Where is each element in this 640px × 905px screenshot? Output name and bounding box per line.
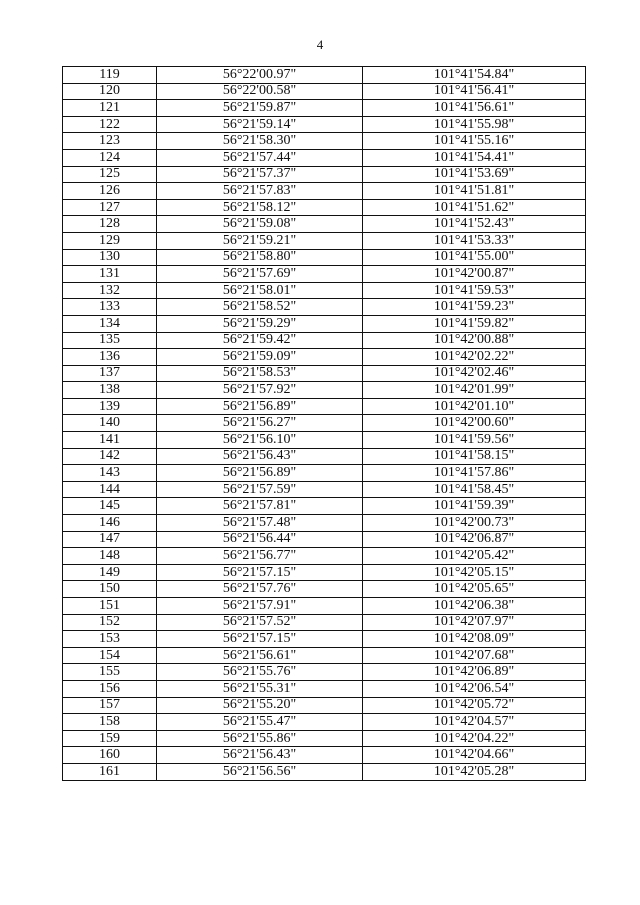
- latitude-cell: 56°21'59.87": [157, 100, 363, 117]
- table-row: [63, 199, 586, 216]
- point-number-cell: 139: [63, 398, 157, 415]
- longitude-cell: 101°41'51.81": [363, 183, 586, 200]
- longitude-cell: 101°41'56.41": [363, 83, 586, 100]
- longitude-cell: 101°42'05.28": [363, 763, 586, 780]
- table-row: [63, 697, 586, 714]
- longitude-cell: 101°42'05.15": [363, 564, 586, 581]
- longitude-cell: 101°41'58.15": [363, 448, 586, 465]
- latitude-cell: 56°21'59.08": [157, 216, 363, 233]
- point-number-cell: 160: [63, 747, 157, 764]
- latitude-cell: 56°21'56.43": [157, 448, 363, 465]
- point-number-cell: 130: [63, 249, 157, 266]
- longitude-cell: 101°41'56.61": [363, 100, 586, 117]
- point-number-cell: 128: [63, 216, 157, 233]
- point-number-cell: 124: [63, 149, 157, 166]
- table-row: [63, 116, 586, 133]
- table-row: [63, 548, 586, 565]
- longitude-cell: 101°42'05.65": [363, 581, 586, 598]
- longitude-cell: 101°41'59.39": [363, 498, 586, 515]
- longitude-cell: 101°41'58.45": [363, 481, 586, 498]
- table-row: [63, 415, 586, 432]
- point-number-cell: 134: [63, 315, 157, 332]
- point-number-cell: 151: [63, 598, 157, 615]
- table-row: [63, 714, 586, 731]
- table-row: [63, 232, 586, 249]
- table-row: [63, 249, 586, 266]
- longitude-cell: 101°41'55.98": [363, 116, 586, 133]
- latitude-cell: 56°21'59.21": [157, 232, 363, 249]
- point-number-cell: 144: [63, 481, 157, 498]
- point-number-cell: 145: [63, 498, 157, 515]
- table-row: [63, 631, 586, 648]
- table-row: [63, 133, 586, 150]
- latitude-cell: 56°21'56.44": [157, 531, 363, 548]
- latitude-cell: 56°21'58.52": [157, 299, 363, 316]
- longitude-cell: 101°42'02.46": [363, 365, 586, 382]
- longitude-cell: 101°41'52.43": [363, 216, 586, 233]
- latitude-cell: 56°22'00.97": [157, 67, 363, 84]
- page-number: 4: [316, 37, 324, 52]
- longitude-cell: 101°42'05.42": [363, 548, 586, 565]
- latitude-cell: 56°21'57.52": [157, 614, 363, 631]
- point-number-cell: 153: [63, 631, 157, 648]
- latitude-cell: 56°21'55.31": [157, 680, 363, 697]
- table-row: [63, 598, 586, 615]
- point-number-cell: 129: [63, 232, 157, 249]
- coordinates-table: [62, 66, 586, 781]
- table-row: [63, 183, 586, 200]
- latitude-cell: 56°21'57.92": [157, 382, 363, 399]
- point-number-cell: 131: [63, 266, 157, 283]
- longitude-cell: 101°42'04.57": [363, 714, 586, 731]
- longitude-cell: 101°42'02.22": [363, 349, 586, 366]
- latitude-cell: 56°21'58.53": [157, 365, 363, 382]
- point-number-cell: 154: [63, 647, 157, 664]
- latitude-cell: 56°21'56.56": [157, 763, 363, 780]
- point-number-cell: 142: [63, 448, 157, 465]
- table-row: [63, 266, 586, 283]
- point-number-cell: 157: [63, 697, 157, 714]
- longitude-cell: 101°42'01.99": [363, 382, 586, 399]
- table-row: [63, 332, 586, 349]
- latitude-cell: 56°21'55.47": [157, 714, 363, 731]
- longitude-cell: 101°41'59.56": [363, 432, 586, 449]
- table-row: [63, 581, 586, 598]
- table-row: [63, 448, 586, 465]
- point-number-cell: 121: [63, 100, 157, 117]
- table-row: [63, 83, 586, 100]
- table-row: [63, 730, 586, 747]
- table-row: [63, 465, 586, 482]
- latitude-cell: 56°21'58.80": [157, 249, 363, 266]
- table-row: [63, 67, 586, 84]
- longitude-cell: 101°42'00.73": [363, 515, 586, 532]
- latitude-cell: 56°21'56.89": [157, 465, 363, 482]
- latitude-cell: 56°21'56.10": [157, 432, 363, 449]
- longitude-cell: 101°41'57.86": [363, 465, 586, 482]
- longitude-cell: 101°42'01.10": [363, 398, 586, 415]
- table-row: [63, 481, 586, 498]
- latitude-cell: 56°21'57.76": [157, 581, 363, 598]
- latitude-cell: 56°22'00.58": [157, 83, 363, 100]
- longitude-cell: 101°42'06.89": [363, 664, 586, 681]
- longitude-cell: 101°42'00.88": [363, 332, 586, 349]
- point-number-cell: 125: [63, 166, 157, 183]
- point-number-cell: 149: [63, 564, 157, 581]
- latitude-cell: 56°21'57.59": [157, 481, 363, 498]
- point-number-cell: 140: [63, 415, 157, 432]
- latitude-cell: 56°21'56.27": [157, 415, 363, 432]
- point-number-cell: 150: [63, 581, 157, 598]
- point-number-cell: 119: [63, 67, 157, 84]
- latitude-cell: 56°21'59.14": [157, 116, 363, 133]
- latitude-cell: 56°21'57.91": [157, 598, 363, 615]
- latitude-cell: 56°21'59.09": [157, 349, 363, 366]
- point-number-cell: 152: [63, 614, 157, 631]
- latitude-cell: 56°21'56.43": [157, 747, 363, 764]
- longitude-cell: 101°42'00.60": [363, 415, 586, 432]
- longitude-cell: 101°41'59.53": [363, 282, 586, 299]
- latitude-cell: 56°21'56.61": [157, 647, 363, 664]
- latitude-cell: 56°21'57.44": [157, 149, 363, 166]
- longitude-cell: 101°41'59.82": [363, 315, 586, 332]
- point-number-cell: 133: [63, 299, 157, 316]
- point-number-cell: 161: [63, 763, 157, 780]
- longitude-cell: 101°41'54.84": [363, 67, 586, 84]
- latitude-cell: 56°21'58.01": [157, 282, 363, 299]
- point-number-cell: 126: [63, 183, 157, 200]
- point-number-cell: 123: [63, 133, 157, 150]
- point-number-cell: 127: [63, 199, 157, 216]
- latitude-cell: 56°21'58.30": [157, 133, 363, 150]
- longitude-cell: 101°41'53.33": [363, 232, 586, 249]
- table-row: [63, 100, 586, 117]
- latitude-cell: 56°21'57.15": [157, 631, 363, 648]
- point-number-cell: 138: [63, 382, 157, 399]
- table-row: [63, 763, 586, 780]
- table-row: [63, 166, 586, 183]
- longitude-cell: 101°42'05.72": [363, 697, 586, 714]
- point-number-cell: 135: [63, 332, 157, 349]
- longitude-cell: 101°41'55.16": [363, 133, 586, 150]
- longitude-cell: 101°42'00.87": [363, 266, 586, 283]
- point-number-cell: 147: [63, 531, 157, 548]
- longitude-cell: 101°41'59.23": [363, 299, 586, 316]
- point-number-cell: 155: [63, 664, 157, 681]
- latitude-cell: 56°21'57.48": [157, 515, 363, 532]
- latitude-cell: 56°21'59.29": [157, 315, 363, 332]
- point-number-cell: 143: [63, 465, 157, 482]
- table-row: [63, 216, 586, 233]
- table-row: [63, 282, 586, 299]
- point-number-cell: 136: [63, 349, 157, 366]
- point-number-cell: 159: [63, 730, 157, 747]
- latitude-cell: 56°21'55.76": [157, 664, 363, 681]
- table-row: [63, 432, 586, 449]
- latitude-cell: 56°21'57.69": [157, 266, 363, 283]
- table-row: [63, 564, 586, 581]
- coordinates-table-body: [63, 67, 586, 781]
- longitude-cell: 101°42'08.09": [363, 631, 586, 648]
- latitude-cell: 56°21'55.20": [157, 697, 363, 714]
- latitude-cell: 56°21'56.77": [157, 548, 363, 565]
- longitude-cell: 101°41'55.00": [363, 249, 586, 266]
- point-number-cell: 132: [63, 282, 157, 299]
- latitude-cell: 56°21'58.12": [157, 199, 363, 216]
- latitude-cell: 56°21'57.37": [157, 166, 363, 183]
- longitude-cell: 101°41'54.41": [363, 149, 586, 166]
- table-row: [63, 349, 586, 366]
- table-row: [63, 149, 586, 166]
- table-row: [63, 382, 586, 399]
- latitude-cell: 56°21'57.15": [157, 564, 363, 581]
- table-row: [63, 515, 586, 532]
- latitude-cell: 56°21'59.42": [157, 332, 363, 349]
- table-row: [63, 747, 586, 764]
- table-row: [63, 498, 586, 515]
- point-number-cell: 158: [63, 714, 157, 731]
- longitude-cell: 101°41'53.69": [363, 166, 586, 183]
- table-row: [63, 680, 586, 697]
- point-number-cell: 156: [63, 680, 157, 697]
- point-number-cell: 120: [63, 83, 157, 100]
- point-number-cell: 137: [63, 365, 157, 382]
- point-number-cell: 148: [63, 548, 157, 565]
- longitude-cell: 101°42'04.22": [363, 730, 586, 747]
- table-row: [63, 664, 586, 681]
- longitude-cell: 101°42'06.87": [363, 531, 586, 548]
- point-number-cell: 141: [63, 432, 157, 449]
- latitude-cell: 56°21'55.86": [157, 730, 363, 747]
- latitude-cell: 56°21'57.83": [157, 183, 363, 200]
- table-row: [63, 365, 586, 382]
- longitude-cell: 101°42'07.97": [363, 614, 586, 631]
- table-row: [63, 299, 586, 316]
- table-row: [63, 647, 586, 664]
- table-row: [63, 531, 586, 548]
- longitude-cell: 101°41'51.62": [363, 199, 586, 216]
- longitude-cell: 101°42'07.68": [363, 647, 586, 664]
- longitude-cell: 101°42'04.66": [363, 747, 586, 764]
- table-row: [63, 398, 586, 415]
- point-number-cell: 122: [63, 116, 157, 133]
- point-number-cell: 146: [63, 515, 157, 532]
- table-row: [63, 315, 586, 332]
- latitude-cell: 56°21'56.89": [157, 398, 363, 415]
- table-row: [63, 614, 586, 631]
- latitude-cell: 56°21'57.81": [157, 498, 363, 515]
- longitude-cell: 101°42'06.54": [363, 680, 586, 697]
- longitude-cell: 101°42'06.38": [363, 598, 586, 615]
